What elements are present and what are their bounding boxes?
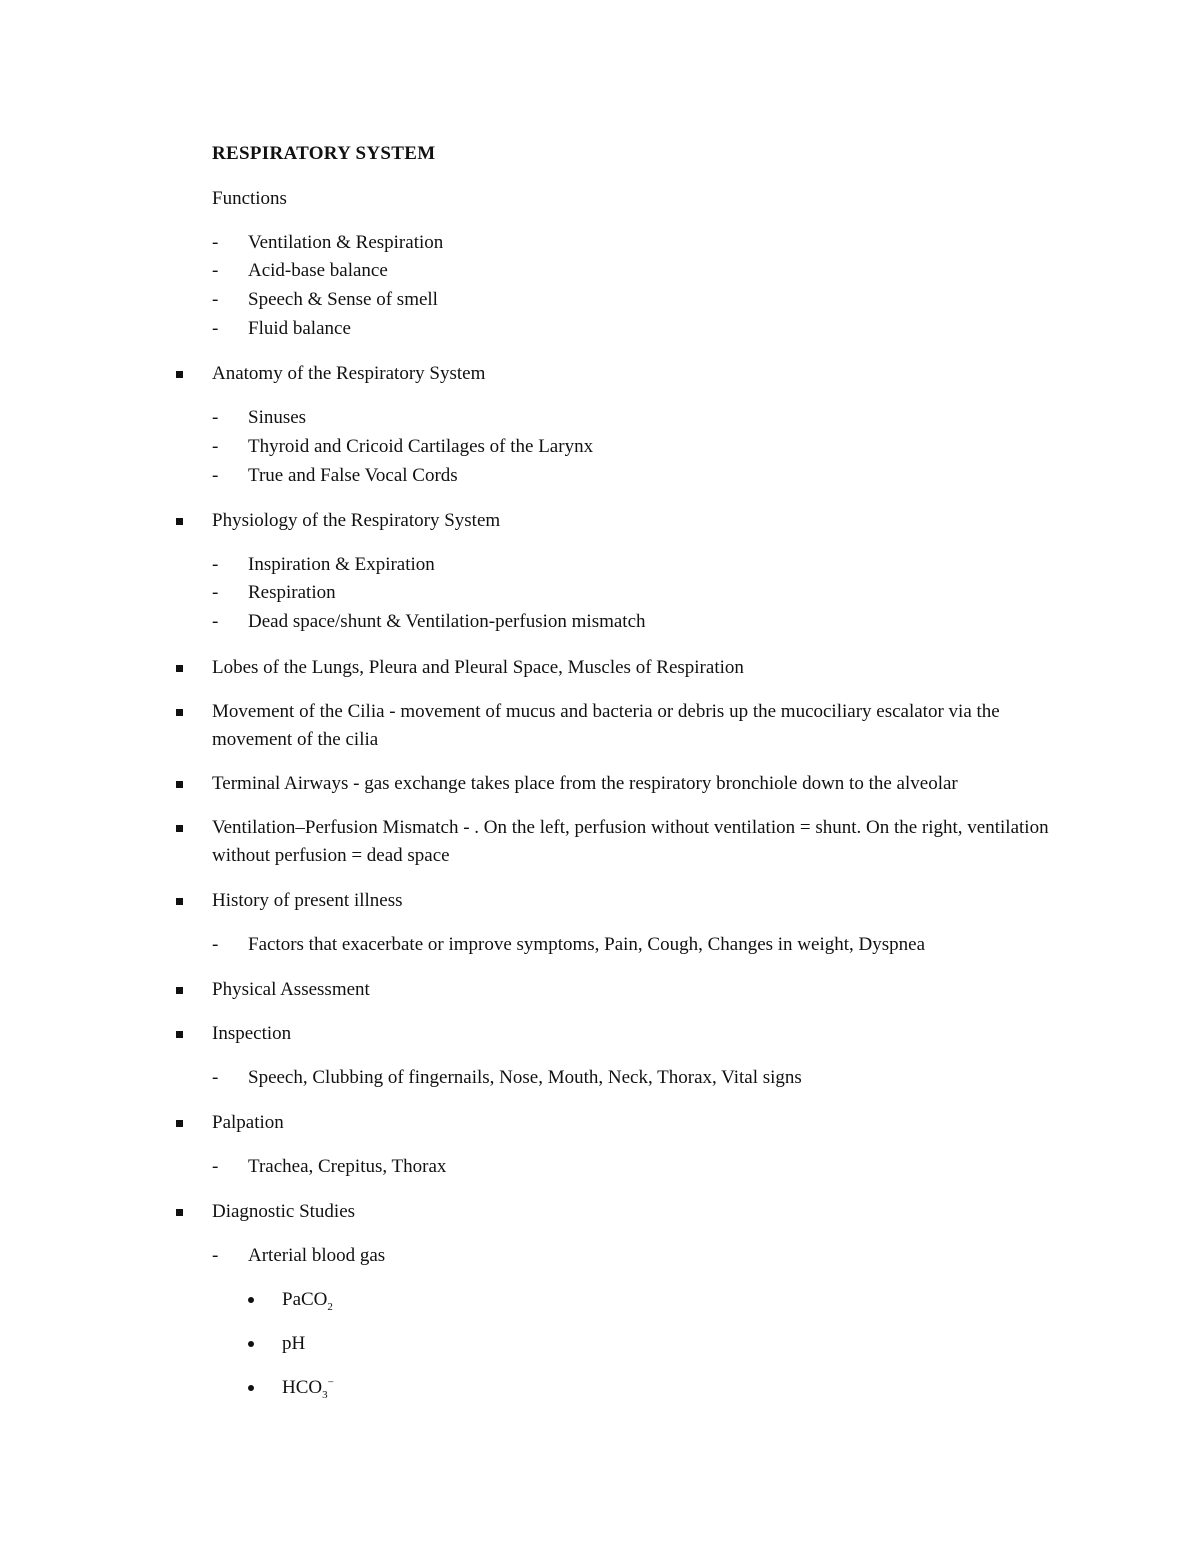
dash-marker: - — [212, 465, 219, 486]
list-item-text: Trachea, Crepitus, Thorax — [248, 1156, 447, 1177]
abg-text — [282, 1374, 334, 1402]
round-bullet-icon — [248, 1341, 254, 1347]
section-heading: Palpation — [212, 1112, 284, 1133]
dash-marker: - — [212, 1156, 219, 1177]
dash-marker: - — [212, 1245, 219, 1266]
square-bullet-icon — [176, 518, 183, 525]
section-heading: Inspection — [212, 1023, 292, 1044]
list-item-text: True and False Vocal Cords — [248, 465, 458, 486]
dash-marker: - — [212, 1067, 219, 1088]
dash-marker: - — [212, 318, 219, 339]
square-bullet-icon — [176, 987, 183, 994]
dash-marker: - — [212, 554, 219, 575]
abg-base: PaCO — [282, 1289, 328, 1310]
list-item-text: Acid-base balance — [248, 260, 388, 281]
abg-subscript: 2 — [327, 1300, 333, 1313]
list-item-text: Factors that exacerbate or improve symptoms, Pain, Cough, Changes in weight, Dyspnea — [248, 934, 926, 955]
list-item-text: Speech, Clubbing of fingernails, Nose, Mouth, Neck, Thorax, Vital signs — [248, 1067, 802, 1088]
square-bullet-icon — [176, 825, 183, 832]
list-item-text: Thyroid and Cricoid Cartilages of the Larynx — [248, 436, 594, 457]
list-item-text: Respiration — [248, 582, 336, 603]
dash-marker: - — [212, 232, 219, 253]
round-bullet-icon — [248, 1297, 254, 1303]
abg-text — [282, 1286, 333, 1314]
square-bullet-icon — [176, 665, 183, 672]
list-item-text: Fluid balance — [248, 318, 351, 339]
functions-heading: Functions — [212, 188, 287, 209]
list-item-text: Inspiration & Expiration — [248, 554, 435, 575]
section-heading: Anatomy of the Respiratory System — [212, 363, 486, 384]
section-heading: Physical Assessment — [212, 979, 370, 1000]
abg-subscript: 3 — [322, 1388, 328, 1401]
section-heading: History of present illness — [212, 890, 403, 911]
dash-marker: - — [212, 934, 219, 955]
page-title: RESPIRATORY SYSTEM — [212, 143, 436, 164]
dash-marker: - — [212, 436, 219, 457]
list-item-text: Sinuses — [248, 407, 307, 428]
list-item-text: Dead space/shunt & Ventilation-perfusion mismatch — [248, 611, 646, 632]
section-text: Lobes of the Lungs, Pleura and Pleural Space, Muscles of Respiration — [212, 657, 744, 678]
section-heading: Physiology of the Respiratory System — [212, 510, 501, 531]
section-heading: Diagnostic Studies — [212, 1201, 356, 1222]
square-bullet-icon — [176, 709, 183, 716]
abg-superscript: − — [327, 1376, 334, 1389]
square-bullet-icon — [176, 1031, 183, 1038]
square-bullet-icon — [176, 1120, 183, 1127]
square-bullet-icon — [176, 1209, 183, 1216]
dash-marker: - — [212, 611, 219, 632]
section-text: Movement of the Cilia - movement of mucus and bacteria or debris up the mucociliary escalator via the movement of the cilia — [212, 701, 1000, 750]
list-item-text: Arterial blood gas — [248, 1245, 386, 1266]
dash-marker: - — [212, 289, 219, 310]
list-item-text: Speech & Sense of smell — [248, 289, 438, 310]
square-bullet-icon — [176, 781, 183, 788]
abg-text: pH — [282, 1333, 306, 1354]
round-bullet-icon — [248, 1385, 254, 1391]
dash-marker: - — [212, 407, 219, 428]
section-text: Terminal Airways - gas exchange takes place from the respiratory bronchiole down to the alveolar — [212, 773, 958, 794]
dash-marker: - — [212, 260, 219, 281]
square-bullet-icon — [176, 371, 183, 378]
dash-marker: - — [212, 582, 219, 603]
section-text: Ventilation–Perfusion Mismatch - . On the left, perfusion without ventilation = shunt. On the right, ventilation without perfusion = dead space — [212, 817, 1049, 866]
square-bullet-icon — [176, 898, 183, 905]
list-item-text: Ventilation & Respiration — [248, 232, 444, 253]
abg-base: HCO — [282, 1377, 323, 1398]
